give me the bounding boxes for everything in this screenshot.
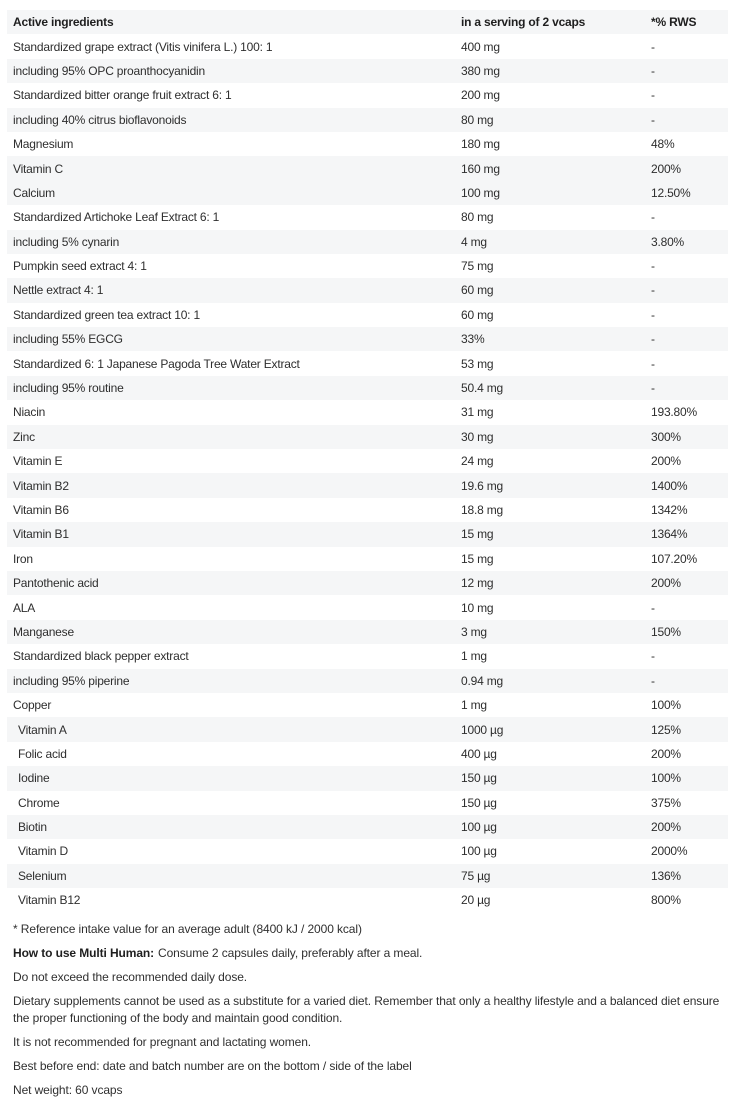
ingredient-cell: Standardized Artichoke Leaf Extract 6: 1 [13,210,220,225]
table-row [7,449,728,473]
ingredient-cell: Biotin [18,820,47,835]
rws-cell: 800% [651,893,681,908]
table-row [7,303,728,327]
ingredient-cell: Standardized grape extract (Vitis vinifera L.) 100: 1 [13,39,273,54]
ingredient-cell: Folic acid [18,746,67,761]
table-row [7,425,728,449]
ingredient-cell: Vitamin B1 [13,527,69,542]
notes-section [13,921,721,1099]
rws-cell: 200% [651,454,681,469]
table-row [7,156,728,180]
amount-cell: 30 mg [461,429,494,444]
table-row [7,34,728,58]
ingredient-cell: including 5% cynarin [13,234,120,249]
table-row [7,351,728,375]
amount-cell: 160 mg [461,161,500,176]
rws-cell: - [651,39,655,54]
rws-cell: - [651,88,655,103]
ingredient-cell: Standardized bitter orange fruit extract 6: 1 [13,88,232,103]
rws-cell: 100% [651,771,681,786]
ingredient-cell: Niacin [13,405,46,420]
ingredient-cell: Iron [13,551,33,566]
rws-cell: 200% [651,746,681,761]
rws-cell: 300% [651,429,681,444]
ingredient-cell: Copper [13,698,52,713]
amount-cell: 15 mg [461,527,494,542]
amount-cell: 3 mg [461,624,487,639]
amount-cell: 75 mg [461,259,494,274]
amount-cell: 400 mg [461,39,500,54]
amount-cell: 400 µg [461,746,497,761]
amount-cell: 80 mg [461,210,494,225]
rws-cell: - [651,600,655,615]
table-row [7,278,728,302]
amount-cell: 18.8 mg [461,503,503,517]
amount-cell: 380 mg [461,63,500,78]
how-to-use-text: Consume 2 capsules daily, preferably after a meal. [158,946,423,961]
rws-cell: 1400% [651,478,688,493]
table-row [7,839,728,863]
rws-cell: 1342% [651,503,688,517]
rws-cell: - [651,63,655,78]
ingredient-cell: Iodine [18,771,50,786]
rws-cell: 136% [651,868,681,883]
ingredient-cell: Vitamin B12 [18,893,81,908]
amount-cell: 75 µg [461,868,491,883]
ingredient-cell: Vitamin B6 [13,503,69,517]
rws-cell: 12.50% [651,185,691,200]
table-row [7,669,728,693]
table-row [7,327,728,351]
rws-cell: - [651,307,655,322]
rws-cell: 200% [651,576,681,591]
ingredient-cell: Vitamin C [13,161,63,176]
table-row [7,717,728,741]
amount-cell: 0.94 mg [461,673,503,688]
rws-cell: 200% [651,820,681,835]
table-row [7,132,728,156]
note-paragraph: Dietary supplements cannot be used as a substitute for a varied diet. Remember that only a healthy lifestyle and a balanced diet ensure the proper functioning of the body and maintain good condition. [13,994,720,1026]
amount-cell: 53 mg [461,356,494,371]
ingredient-cell: Manganese [13,624,74,639]
amount-cell: 150 µg [461,795,497,810]
column-header-rws: *% RWS [651,15,697,30]
ingredient-cell: Standardized green tea extract 10: 1 [13,307,200,322]
amount-cell: 150 µg [461,771,497,786]
amount-cell: 10 mg [461,600,494,615]
table-row [7,595,728,619]
ingredient-cell: including 55% EGCG [13,332,123,347]
amount-cell: 33% [461,332,485,347]
table-row [7,254,728,278]
ingredient-cell: including 95% piperine [13,673,130,688]
reference-note: * Reference intake value for an average adult (8400 kJ / 2000 kcal) [13,922,362,937]
note-paragraph: Best before end: date and batch number are on the bottom / side of the label [13,1059,412,1074]
rws-cell: 48% [651,137,675,152]
amount-cell: 12 mg [461,576,494,591]
table-row [7,644,728,668]
table-row [7,815,728,839]
table-row [7,400,728,424]
note-paragraph: It is not recommended for pregnant and lactating women. [13,1035,312,1050]
ingredients-table [7,10,728,912]
amount-cell: 1 mg [461,649,487,664]
table-row [7,498,728,522]
amount-cell: 1 mg [461,698,487,713]
rws-cell: - [651,112,655,127]
table-row [7,864,728,888]
table-row [7,547,728,571]
amount-cell: 60 mg [461,307,494,322]
rws-cell: 200% [651,161,681,176]
rws-cell: - [651,210,655,225]
rws-cell: - [651,649,655,664]
rws-cell: 2000% [651,844,688,859]
ingredient-cell: Vitamin D [18,844,68,859]
ingredient-cell: Magnesium [13,137,74,152]
table-row [7,376,728,400]
table-header-row [7,10,728,34]
ingredient-cell: Standardized 6: 1 Japanese Pagoda Tree Water Extract [13,356,300,371]
rws-cell: 193.80% [651,405,697,420]
note-paragraph: Net weight: 60 vcaps [13,1083,123,1098]
ingredient-cell: Nettle extract 4: 1 [13,283,104,298]
note-paragraph: Do not exceed the recommended daily dose. [13,970,248,985]
column-header-active-ingredients: Active ingredients [13,15,114,30]
rws-cell: 375% [651,795,681,810]
amount-cell: 100 mg [461,185,500,200]
rws-cell: - [651,381,655,396]
table-row [7,888,728,912]
ingredient-cell: Calcium [13,185,55,200]
ingredient-cell: including 40% citrus bioflavonoids [13,112,187,127]
ingredient-cell: Selenium [18,868,67,883]
amount-cell: 15 mg [461,551,494,566]
table-row [7,473,728,497]
table-row [7,522,728,546]
rws-cell: 1364% [651,527,688,542]
table-row [7,766,728,790]
rws-cell: 107.20% [651,551,697,566]
table-row [7,83,728,107]
ingredient-cell: Chrome [18,795,60,810]
table-row [7,205,728,229]
additional-notes [13,969,721,1099]
rws-cell: 3.80% [651,234,685,249]
amount-cell: 100 µg [461,820,497,835]
table-row [7,693,728,717]
amount-cell: 80 mg [461,112,494,127]
amount-cell: 20 µg [461,893,491,908]
ingredient-cell: including 95% OPC proanthocyanidin [13,63,205,78]
amount-cell: 60 mg [461,283,494,298]
rws-cell: 125% [651,722,681,737]
how-to-use-note [13,945,721,962]
ingredient-cell: Vitamin E [13,454,63,469]
amount-cell: 24 mg [461,454,494,469]
ingredient-cell: ALA [13,600,36,615]
amount-cell: 4 mg [461,234,487,249]
rws-cell: 100% [651,698,681,713]
ingredient-cell: Vitamin A [18,722,67,737]
table-row [7,791,728,815]
table-row [7,108,728,132]
ingredient-cell: Zinc [13,429,35,444]
ingredient-cell: including 95% routine [13,381,124,396]
amount-cell: 200 mg [461,88,500,103]
table-row [7,230,728,254]
amount-cell: 100 µg [461,844,497,859]
ingredient-cell: Pantothenic acid [13,576,99,591]
table-row [7,571,728,595]
active-ingredients-table [7,10,728,912]
rws-cell: - [651,332,655,347]
rws-cell: - [651,673,655,688]
ingredient-cell: Vitamin B2 [13,478,69,493]
table-row [7,742,728,766]
rws-cell: - [651,356,655,371]
table-row [7,181,728,205]
amount-cell: 50.4 mg [461,381,503,396]
ingredient-cell: Pumpkin seed extract 4: 1 [13,259,147,274]
how-to-use-label: How to use Multi Human: [13,946,155,961]
amount-cell: 1000 µg [461,722,504,737]
column-header-serving: in a serving of 2 vcaps [461,15,586,30]
table-row [7,59,728,83]
amount-cell: 31 mg [461,405,494,420]
ingredient-cell: Standardized black pepper extract [13,649,189,664]
rws-cell: - [651,259,655,274]
amount-cell: 180 mg [461,137,500,152]
amount-cell: 19.6 mg [461,478,503,493]
rws-cell: 150% [651,624,681,639]
table-row [7,620,728,644]
rws-cell: - [651,283,655,298]
